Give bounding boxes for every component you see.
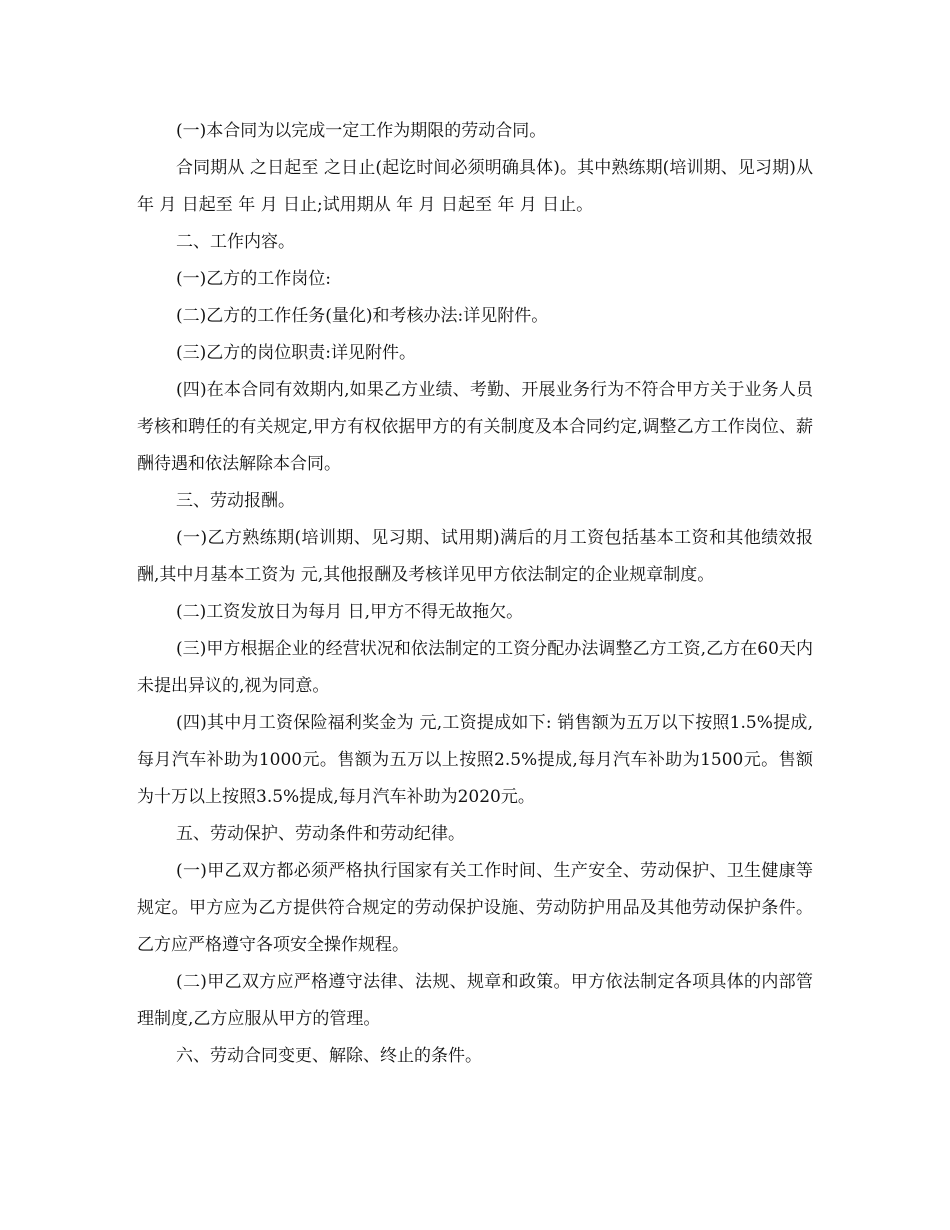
paragraph: (一)本合同为以完成一定工作为期限的劳动合同。 <box>176 121 547 141</box>
section-heading: 六、劳动合同变更、解除、终止的条件。 <box>176 1046 482 1066</box>
paragraph: (二)工资发放日为每月 日,甲方不得无故拖欠。 <box>176 602 524 622</box>
paragraph: (二)乙方的工作任务(量化)和考核办法:详见附件。 <box>176 306 549 326</box>
paragraph: (三)乙方的岗位职责:详见附件。 <box>176 343 416 363</box>
paragraph: (三)甲方根据企业的经营状况和依法制定的工资分配办法调整乙方工资,乙方在60天内未提出异议的,视为同意。 <box>137 639 813 696</box>
section-heading: 二、工作内容。 <box>176 232 295 252</box>
paragraph: (一)甲乙双方都必须严格执行国家有关工作时间、生产安全、劳动保护、卫生健康等规定。甲方应为乙方提供符合规定的劳动保护设施、劳动防护用品及其他劳动保护条件。乙方应严格遵守各项安全操作规程。 <box>137 861 813 955</box>
paragraph: (一)乙方的工作岗位: <box>176 269 331 289</box>
paragraph: (一)乙方熟练期(培训期、见习期、试用期)满后的月工资包括基本工资和其他绩效报酬,其中月基本工资为 元,其他报酬及考核详见甲方依法制定的企业规章制度。 <box>137 528 813 585</box>
paragraph: (二)甲乙双方应严格遵守法律、法规、规章和政策。甲方依法制定各项具体的内部管理制度,乙方应服从甲方的管理。 <box>137 972 813 1029</box>
section-heading: 五、劳动保护、劳动条件和劳动纪律。 <box>176 824 465 844</box>
document-body <box>137 113 813 1075</box>
paragraph: 合同期从 之日起至 之日止(起讫时间必须明确具体)。其中熟练期(培训期、见习期)从 年 月 日起至 年 月 日止;试用期从 年 月 日起至 年 月 日止。 <box>137 158 813 215</box>
paragraph: (四)其中月工资保险福利奖金为 元,工资提成如下: 销售额为五万以下按照1.5%提成,每月汽车补助为1000元。售额为五万以上按照2.5%提成,每月汽车补助为1500元。售额为十万以上按照3.5%提成,每月汽车补助为2020元。 <box>137 713 813 807</box>
paragraph: (四)在本合同有效期内,如果乙方业绩、考勤、开展业务行为不符合甲方关于业务人员考核和聘任的有关规定,甲方有权依据甲方的有关制度及本合同约定,调整乙方工作岗位、薪酬待遇和依法解除本合同。 <box>137 380 813 474</box>
section-heading: 三、劳动报酬。 <box>176 491 295 511</box>
